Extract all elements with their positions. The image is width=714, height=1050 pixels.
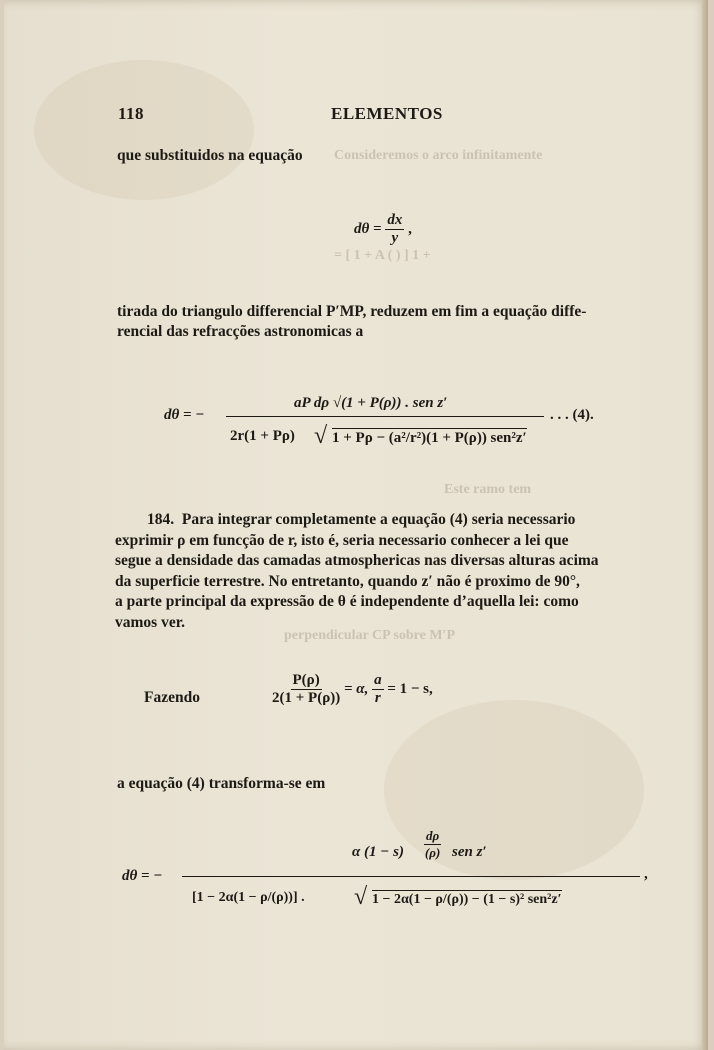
equation-final (122, 826, 652, 926)
text-line: a equação (4) transforma-se em (117, 775, 326, 792)
eqf-lhs: dθ = − (122, 868, 163, 884)
eq-fraction (424, 828, 441, 861)
eq-numerator: P(ρ) (292, 672, 320, 688)
eq-tail: , (644, 866, 648, 882)
fazendo-label: Fazendo (144, 689, 200, 706)
eq-numerator: dx (387, 212, 403, 228)
eq-fraction (372, 672, 384, 707)
paragraph-line (115, 510, 659, 531)
book-page (4, 0, 708, 1050)
eq-fraction (272, 672, 340, 707)
eq-lhs: dθ = (354, 221, 382, 237)
text-line: tirada do triangulo differencial P′MP, reduzem em fim a equação diffe- (117, 303, 587, 320)
paragraph-184 (115, 510, 659, 633)
eq4-numerator: aP dρ √(1 + P(ρ)) . sen z′ (294, 395, 448, 411)
eqf-numerator-b: sen z′ (452, 844, 487, 860)
equation-dtheta (354, 212, 412, 247)
paragraph-line: segue a densidade das camadas atmosphericas nas diversas alturas acima (115, 552, 599, 569)
paragraph-line: da superficie terrestre. No entretanto, quando z′ não é proximo de 90°, (115, 572, 580, 590)
eq-tail: , (408, 221, 412, 237)
paragraph-line: vamos ver. (115, 613, 186, 631)
section-number: 184. (147, 511, 175, 528)
eqf-denominator-b: 1 − 2α(1 − ρ/(ρ)) − (1 − s)² sen²z′ (372, 892, 562, 907)
eq-numerator: a (374, 672, 382, 688)
show-through-text: perpendicular CP sobre M′P (284, 628, 456, 643)
text-line: que substituidos na equação (117, 147, 303, 164)
eq-fraction (385, 212, 404, 247)
paragraph-line: exprimir ρ em funcção de r, isto é, seria necessario conhecer a lei que (115, 531, 569, 549)
eq4-denominator-a: 2r(1 + Pρ) (230, 428, 295, 444)
equation-number: . . . (4). (550, 407, 594, 423)
eq4-lhs: dθ = − (164, 407, 205, 423)
eq-numerator: dρ (426, 828, 440, 843)
eq4-denominator-b: 1 + Pρ − (a²/r²)(1 + P(ρ)) sen²z′ (332, 430, 527, 446)
show-through-text: Consideremos o arco infinitamente (334, 148, 543, 163)
eqf-denominator-a: [1 − 2α(1 − ρ/(ρ))] . (192, 890, 305, 905)
eq-rhs: = 1 − s, (387, 681, 433, 697)
paragraph-line: a parte principal da expressão de θ é independente d’aquella lei: como (115, 593, 579, 610)
page-edge (702, 0, 708, 1050)
text-line: rencial das refracções astronomicas a (117, 323, 364, 340)
page-number: 118 (118, 104, 145, 123)
eq-alpha: = α, (343, 681, 369, 697)
eq-denominator: y (391, 230, 399, 246)
fraction-bar (182, 876, 640, 877)
fraction-bar (226, 416, 544, 417)
paragraph-text: Para integrar completamente a equação (4) seria necessario (181, 511, 576, 528)
eq-denominator: r (374, 690, 381, 706)
show-through-text: = [ 1 + A ( ) ] 1 + (334, 248, 431, 263)
running-title: ELEMENTOS (331, 104, 443, 123)
eq-denominator: 2(1 + P(ρ)) (272, 690, 341, 706)
sqrt-sign: √ (314, 423, 328, 449)
show-through-text: Este ramo tem (444, 482, 532, 497)
equation-fazendo (272, 672, 433, 707)
equation-4 (164, 395, 634, 459)
eqf-numerator-a: α (1 − s) (352, 844, 404, 860)
paper-stain (34, 60, 254, 200)
eq-denominator: (ρ) (424, 845, 441, 860)
sqrt-sign: √ (354, 884, 368, 910)
